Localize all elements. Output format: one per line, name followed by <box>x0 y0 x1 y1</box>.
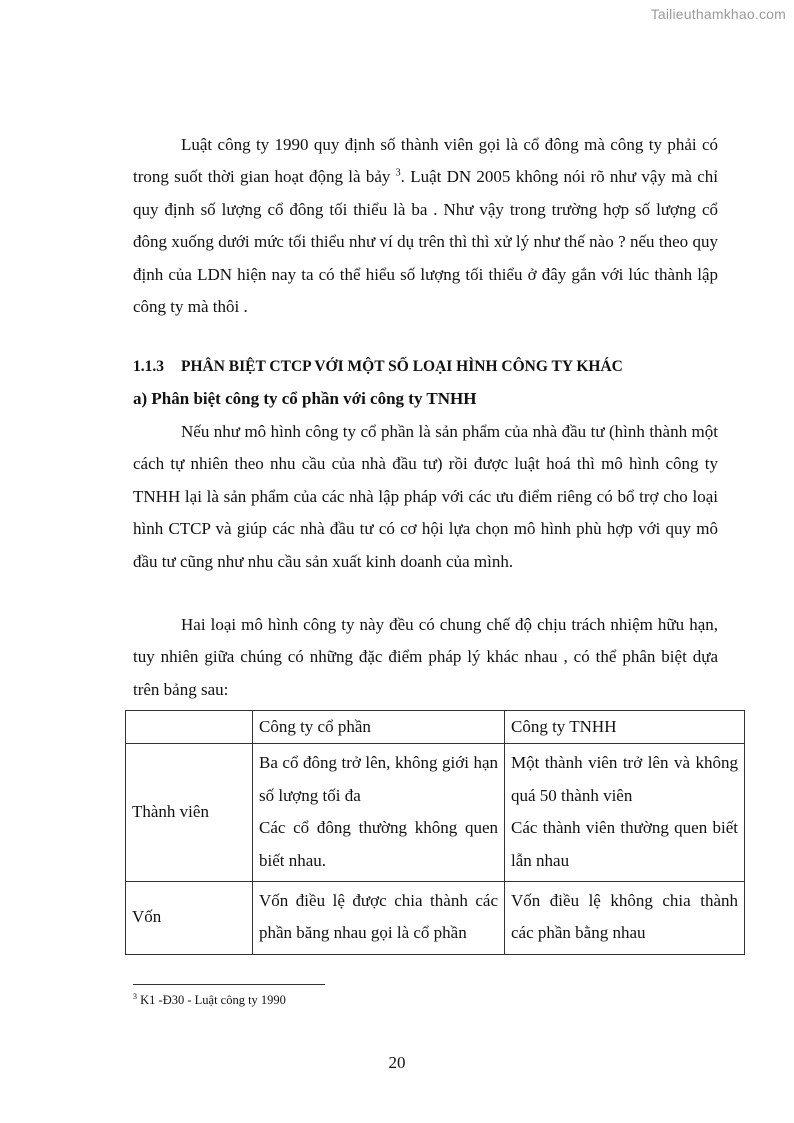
cell-text: Các cổ đông thường không quen biết nhau. <box>259 818 498 870</box>
footnote-reference[interactable]: 3 <box>395 167 401 179</box>
intro-text-part-2: . Luật DN 2005 không nói rõ như vậy mà chỉ quy định số lượng cổ đông tối thiểu là ba . Như vậy trong trường hợp số lượng cổ đông xuống dưới mức tối thiểu như ví dụ trên thì thì xử lý như thế nào ? nếu theo quy định của LDN hiện nay ta có thể hiểu số lượng tối thiểu ở đây gắn với lúc thành lập công ty mà thôi . <box>133 167 719 317</box>
footnote <box>133 992 286 1008</box>
cell-text: Vốn điều lệ không chia thành các phần bằng nhau <box>511 891 738 943</box>
footnote-divider <box>133 984 325 985</box>
section-heading <box>133 358 733 376</box>
cell-text: Ba cổ đông trở lên, không giới hạn số lượng tối đa <box>259 753 498 805</box>
section-title: PHÂN BIỆT CTCP VỚI MỘT SỐ LOẠI HÌNH CÔNG TY KHÁC <box>181 358 623 375</box>
section-number: 1.1.3 <box>133 358 164 375</box>
table-header-ctcp: Công ty cổ phần <box>253 711 505 744</box>
table-cell-tnhh <box>505 882 745 955</box>
comparison-table <box>125 710 745 955</box>
intro-text-part-1: Luật công ty 1990 quy định số thành viên gọi là cổ đông mà công ty phải có trong suốt thời gian hoạt động là bảy <box>133 135 718 187</box>
table-cell-ctcp <box>253 744 505 882</box>
table-cell-ctcp <box>253 882 505 955</box>
table-row <box>126 744 745 882</box>
table-header-row <box>126 711 745 744</box>
row-label: Thành viên <box>126 744 253 882</box>
page-number: 20 <box>388 1053 406 1072</box>
footnote-marker: 3 <box>133 992 137 1001</box>
table-cell-tnhh <box>505 744 745 882</box>
subsection-heading: a) Phân biệt công ty cổ phần với công ty TNHH <box>133 389 477 408</box>
cell-text: Các thành viên thường quen biết lẫn nhau <box>511 818 738 870</box>
table-header-tnhh: Công ty TNHH <box>505 711 745 744</box>
row-label: Vốn <box>126 882 253 955</box>
cell-text: Vốn điều lệ được chia thành các phần băng nhau gọi là cổ phần <box>259 891 498 943</box>
footnote-text: K1 -Đ30 - Luật công ty 1990 <box>137 993 286 1008</box>
watermark: Tailieuthamkhao.com <box>650 6 786 22</box>
body-paragraph-2: Nếu như mô hình công ty cổ phần là sản phẩm của nhà đầu tư (hình thành một cách tự nhiên theo nhu cầu của nhà đầu tư) rồi được luật hoá thì mô hình công ty TNHH lại là sản phẩm của các nhà lập pháp với các ưu điểm riêng có bổ trợ cho loại hình CTCP và giúp các nhà đầu tư có cơ hội lựa chọn mô hình phù hợp với quy mô đầu tư cũng như nhu cầu sản xuất kinh doanh của mình. <box>133 422 718 571</box>
intro-paragraph <box>133 129 718 323</box>
cell-text: Một thành viên trở lên và không quá 50 thành viên <box>511 753 738 805</box>
body-paragraph-3: Hai loại mô hình công ty này đều có chung chế độ chịu trách nhiệm hữu hạn, tuy nhiên giữa chúng có những đặc điểm pháp lý khác nhau , có thể phân biệt dựa trên bảng sau: <box>133 615 718 699</box>
table-row <box>126 882 745 955</box>
table-header-empty <box>126 711 253 744</box>
